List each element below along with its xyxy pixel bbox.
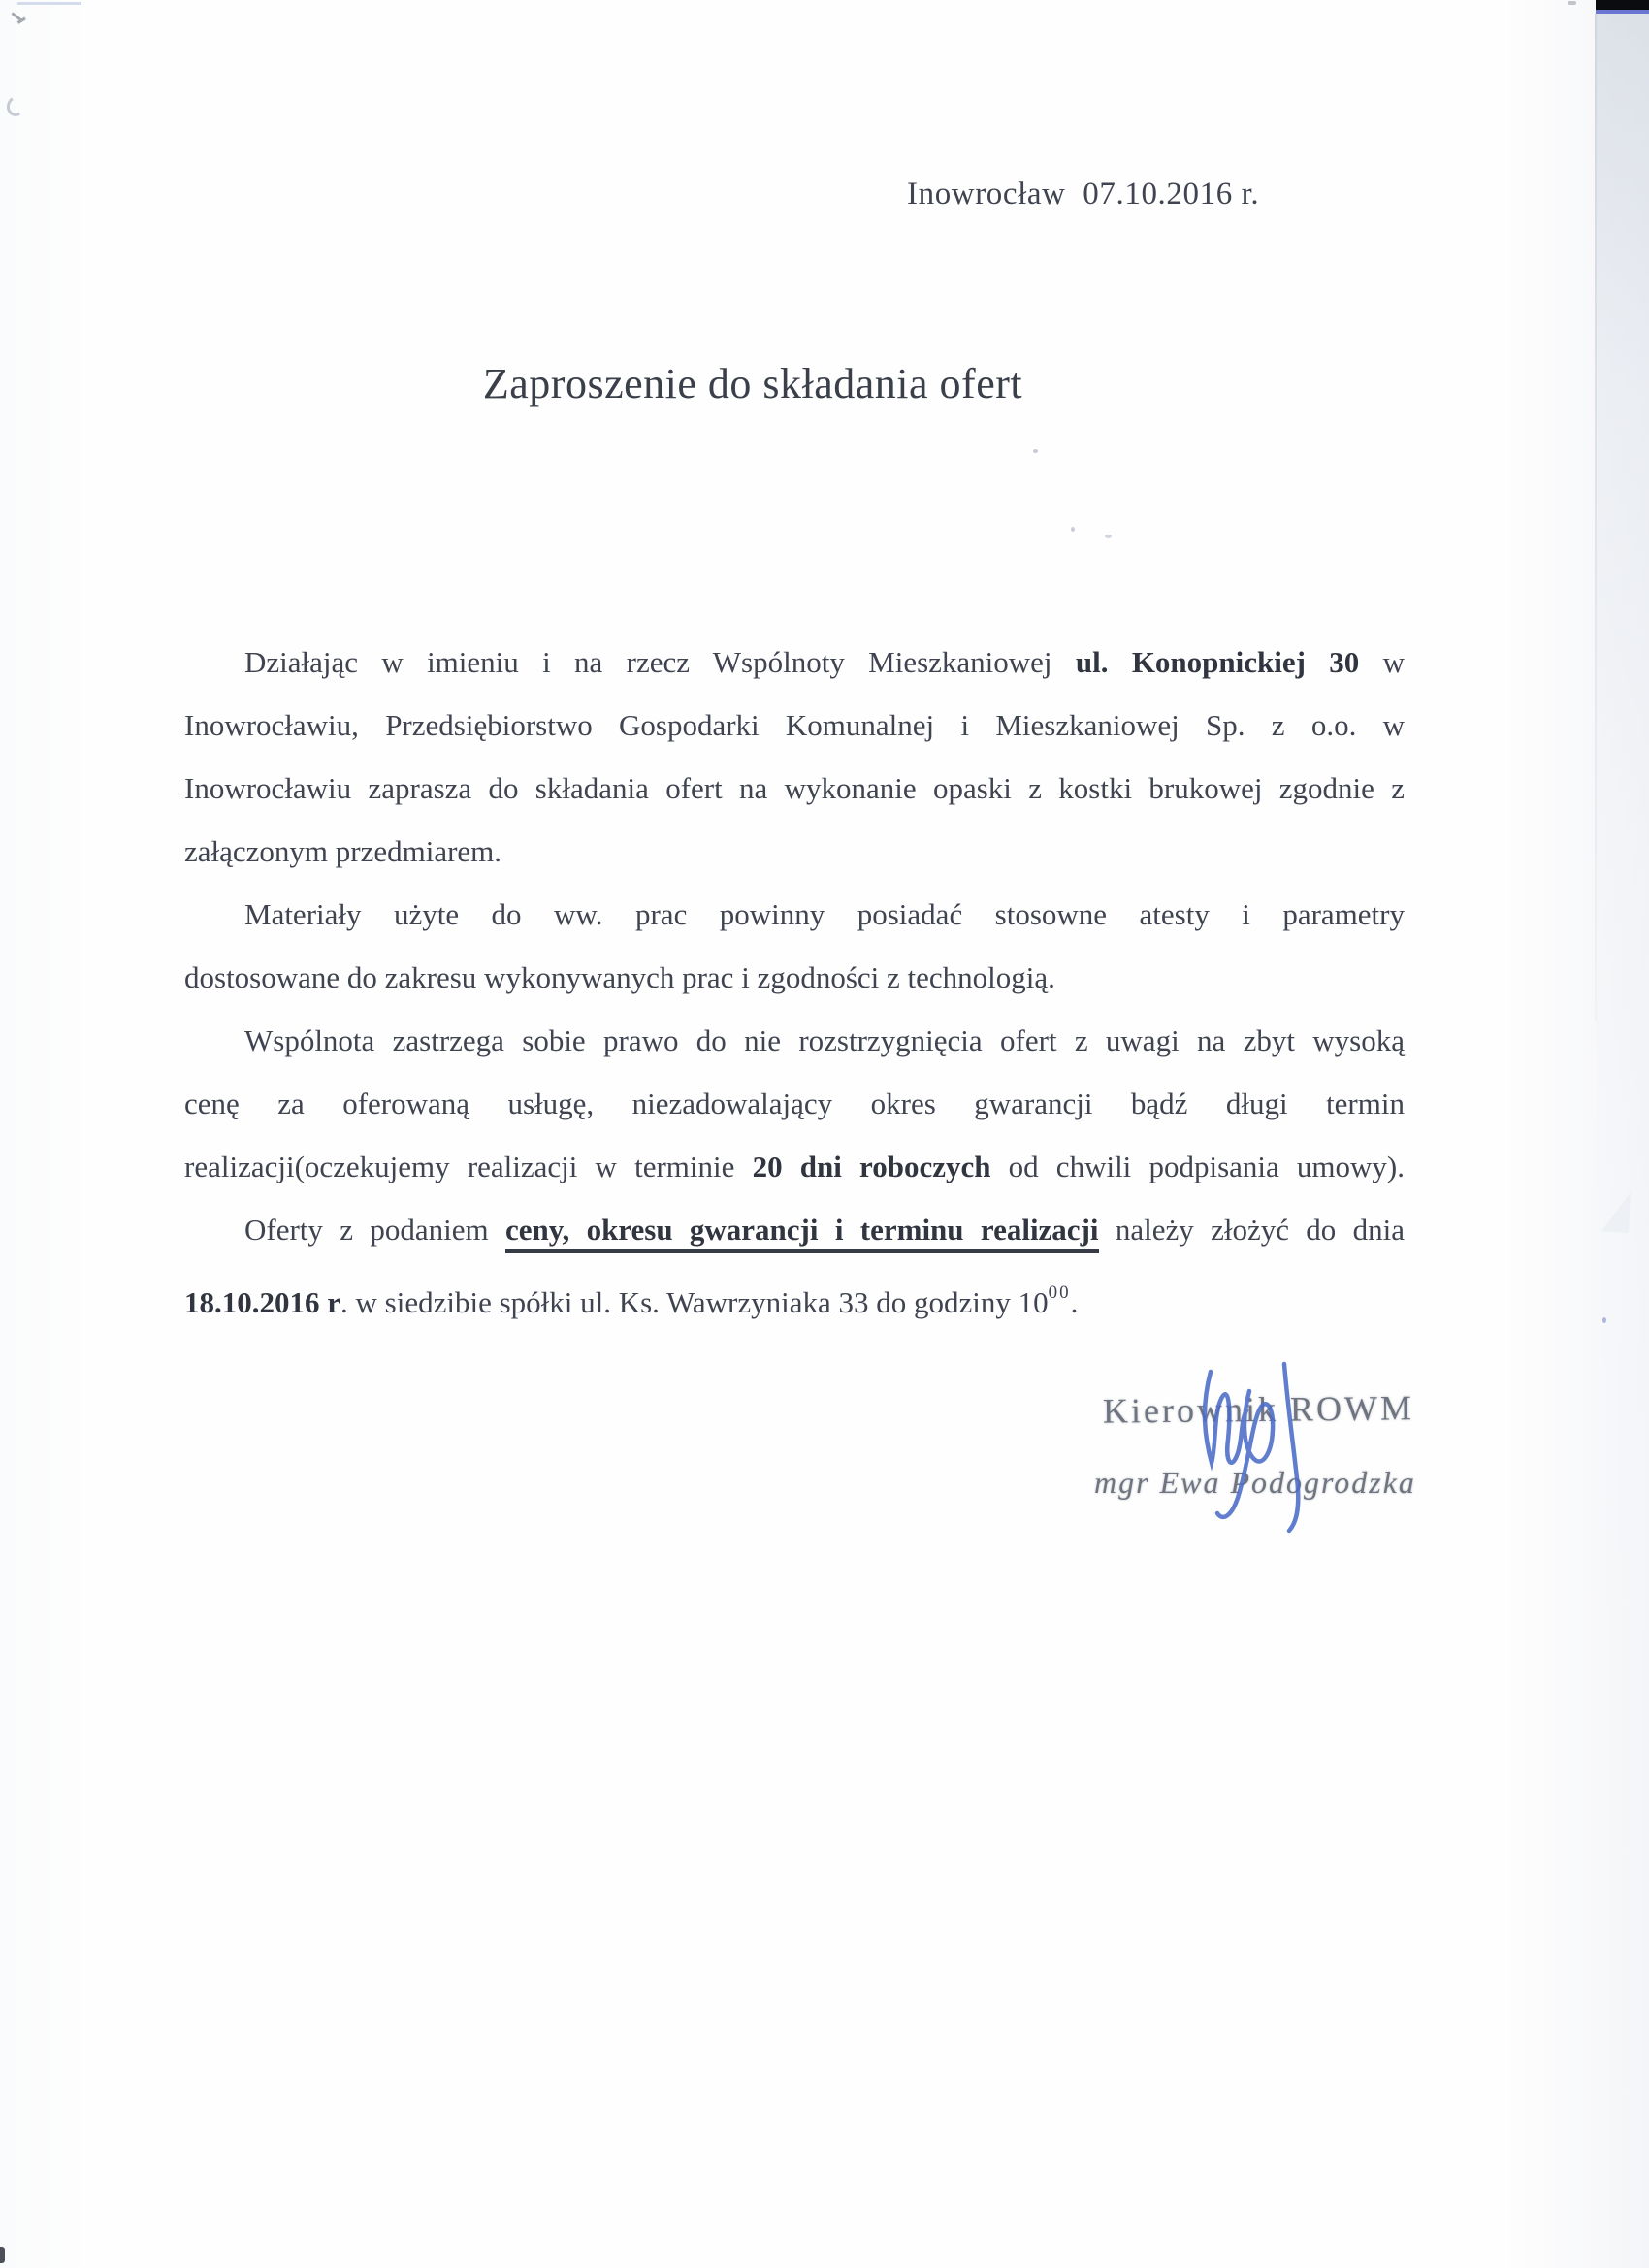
scan-speck (1033, 449, 1038, 453)
body-text-segment: . w siedzibie spółki ul. Ks. Wawrzyniaka 33 do godziny 10 (340, 1285, 1049, 1319)
body-line (184, 757, 1405, 820)
scan-speck (1071, 527, 1075, 532)
scan-speck (0, 2247, 5, 2263)
body-text-segment: Oferty z podaniem (244, 1213, 489, 1247)
scan-speck (17, 2, 81, 5)
bold-text-segment: ul. Konopnickiej 30 (1075, 645, 1360, 679)
body-text-segment: dostosowane do zakresu wykonywanych prac i zgodności z technologią. (184, 960, 1055, 994)
body-text-segment: realizacji(oczekujemy realizacji w terminie (184, 1150, 735, 1183)
body-text-segment: . (1070, 1285, 1079, 1319)
body-text-segment: Inowrocławiu zaprasza do składania ofert na wykonanie opaski z kostki brukowej zgodnie z (184, 771, 1405, 805)
body-line (184, 1135, 1405, 1198)
body-text-segment: Materiały użyte do ww. prac powinny posiadać stosowne atesty i parametry (244, 897, 1405, 931)
body-line (184, 1072, 1405, 1135)
body-line (184, 1261, 1405, 1324)
body-line (184, 883, 1405, 946)
bold-underlined-text-segment: ceny, okresu gwarancji i terminu realizacji (505, 1213, 1099, 1253)
body-text-segment: należy złożyć do dnia (1115, 1213, 1406, 1247)
page-title: Zaproszenie do składania ofert (482, 360, 1023, 407)
scan-fold-artifact (1601, 1190, 1631, 1232)
stamp-name: mgr Ewa Podogrodzka (1094, 1465, 1416, 1500)
body-line (184, 631, 1405, 694)
body-line (184, 946, 1405, 1009)
scan-speck (1602, 1317, 1606, 1323)
body-text-segment: załączonym przedmiarem. (184, 834, 502, 868)
superscript-text-segment: 00 (1048, 1282, 1071, 1303)
handwritten-signature (1191, 1350, 1322, 1539)
body-line (184, 1198, 1405, 1261)
scan-right-edge-shadow (1597, 14, 1649, 1711)
scan-speck (5, 94, 28, 118)
body-text-segment: w (1382, 645, 1406, 679)
body-line (184, 1009, 1405, 1072)
document-body (184, 631, 1405, 1324)
body-line (184, 694, 1405, 757)
scan-right-edge-line (1595, 14, 1597, 1022)
body-line (184, 820, 1405, 883)
bold-text-segment: 18.10.2016 r (184, 1285, 341, 1319)
scan-speck (1105, 535, 1112, 538)
body-text-segment: cenę za oferowaną usługę, niezadowalający okres gwarancji bądź długi termin (184, 1086, 1405, 1120)
scan-speck (11, 12, 22, 21)
scan-corner-black-bar (1596, 0, 1649, 10)
date-line: Inowrocław 07.10.2016 r. (907, 177, 1260, 211)
bold-text-segment: 20 dni roboczych (752, 1150, 991, 1183)
body-text-segment: Działając w imieniu i na rzecz Wspólnoty Mieszkaniowej (244, 645, 1052, 679)
stamp-title: Kierownik ROWM (1102, 1388, 1415, 1431)
body-text-segment: Wspólnota zastrzega sobie prawo do nie rozstrzygnięcia ofert z uwagi na zbyt wysoką (244, 1023, 1405, 1057)
scan-speck (1568, 1, 1576, 5)
body-text-segment: Inowrocławiu, Przedsiębiorstwo Gospodarki Komunalnej i Mieszkaniowej Sp. z o.o. w (184, 708, 1405, 742)
body-text-segment: od chwili podpisania umowy). (1008, 1150, 1405, 1183)
